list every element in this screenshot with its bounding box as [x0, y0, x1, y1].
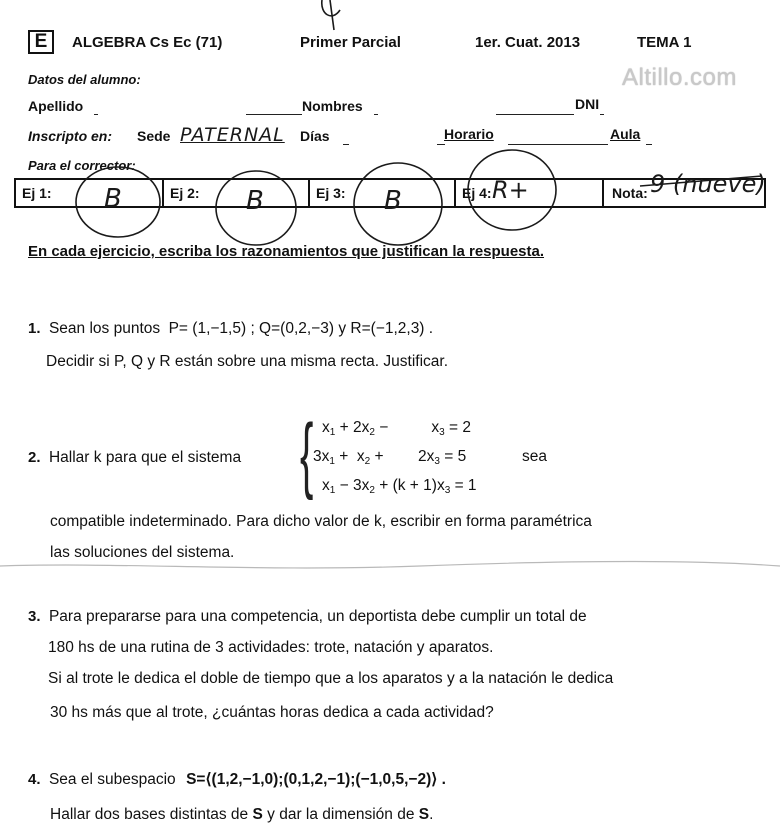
problem-4-number: 4.: [28, 771, 41, 788]
circle-ej4: [468, 150, 556, 230]
tema-letter-box: E: [28, 30, 54, 54]
watermark: Altillo.com: [622, 64, 737, 91]
corrector-title: Para el corrector:: [28, 158, 136, 173]
ej4-label: Ej 4:: [462, 185, 492, 201]
problem-2-intro-line: [28, 449, 241, 467]
grade-ej3: B: [384, 186, 402, 216]
ej1-label: Ej 1:: [22, 185, 52, 201]
problem-3-text1: Para prepararse para una competencia, un deportista debe cumplir un total de: [48, 608, 587, 625]
problem-3-line2: 180 hs de una rutina de 3 actividades: trote, natación y aparatos.: [48, 639, 494, 656]
problem-2-line2: compatible indeterminado. Para dicho valor de k, escribir en forma paramétrica: [50, 513, 592, 530]
problem-4-s2: S: [418, 806, 430, 823]
grade-nota: 9 (nueve): [650, 170, 766, 198]
term-label: 1er. Cuat. 2013: [475, 34, 581, 51]
grade-ej1: B: [104, 184, 122, 214]
nota-strike: [640, 176, 762, 186]
sede-value: PATERNAL: [180, 124, 285, 146]
problem-2-sea: sea: [522, 448, 547, 465]
problem-4-intro: Sea el subespacio: [48, 771, 176, 788]
problem-4-s1: S: [252, 806, 263, 823]
nota-label: Nota:: [612, 185, 648, 201]
problem-4-text-a: Hallar dos bases distintas de: [50, 806, 249, 823]
problem-3-number: 3.: [28, 608, 41, 625]
circle-ej2: [216, 171, 296, 245]
course-title: ALGEBRA Cs Ec (71): [72, 34, 223, 51]
grade-ej2: B: [246, 186, 264, 216]
problem-3-line1: [28, 608, 587, 626]
problem-3-line3: Si al trote le dedica el doble de tiempo que a los aparatos y a la natación le dedica: [48, 670, 614, 687]
problem-4-text-b: y dar la dimensión de: [267, 806, 415, 823]
problem-4-subspace: S=⟨(1,2,−1,0);(0,1,2,−1);(−1,0,5,−2)⟩ .: [186, 771, 446, 788]
problem-1-intro: Sean los puntos: [48, 320, 161, 337]
problem-1-points: P= (1,−1,5) ; Q=(0,2,−3) y R=(−1,2,3) .: [168, 320, 434, 337]
problem-4-line1: [28, 770, 446, 789]
problem-4-line2: [50, 806, 433, 824]
tema-label: TEMA 1: [637, 34, 692, 51]
nombres-label: Nombres: [302, 98, 363, 114]
problem-1-number: 1.: [28, 320, 41, 337]
horario-label: Horario: [444, 126, 494, 142]
problem-3-line4: 30 hs más que al trote, ¿cuántas horas dedica a cada actividad?: [50, 704, 494, 721]
problem-1: [28, 320, 433, 338]
problem-2-line3: las soluciones del sistema.: [50, 544, 235, 561]
problem-2-intro: Hallar k para que el sistema: [48, 449, 242, 466]
dias-label: Días: [300, 128, 330, 144]
system-eq3: $x_1 - 3x_2 + (k + 1)x_3 = 1$: [322, 477, 477, 496]
system-eq1: $x_1 + 2x_2$ − $x_3 = 2$: [322, 419, 471, 438]
aula-label: Aula: [610, 126, 641, 142]
system-eq2: $3x_1 + x_2$ + $2x_3 = 5$: [313, 448, 467, 467]
fold-line: [0, 562, 780, 568]
grade-ej4: R+: [492, 176, 529, 204]
inscripto-label: Inscripto en:: [28, 128, 113, 144]
ej2-label: Ej 2:: [170, 185, 200, 201]
student-data-title: Datos del alumno:: [28, 72, 141, 87]
instruction-text: En cada ejercicio, escriba los razonamientos que justifican la respuesta.: [28, 243, 545, 260]
circle-ej1: [76, 167, 160, 237]
apellido-label: Apellido: [28, 98, 84, 114]
system-brace: {: [300, 408, 314, 502]
dni-label: DNI: [575, 96, 600, 112]
exam-title: Primer Parcial: [300, 34, 401, 51]
problem-4-end: .: [429, 806, 434, 823]
problem-2-number: 2.: [28, 449, 41, 466]
ej3-label: Ej 3:: [316, 185, 346, 201]
circle-ej3: [354, 163, 442, 245]
sede-label: Sede: [137, 128, 171, 144]
problem-1-task: Decidir si P, Q y R están sobre una misma recta. Justificar.: [46, 353, 449, 370]
